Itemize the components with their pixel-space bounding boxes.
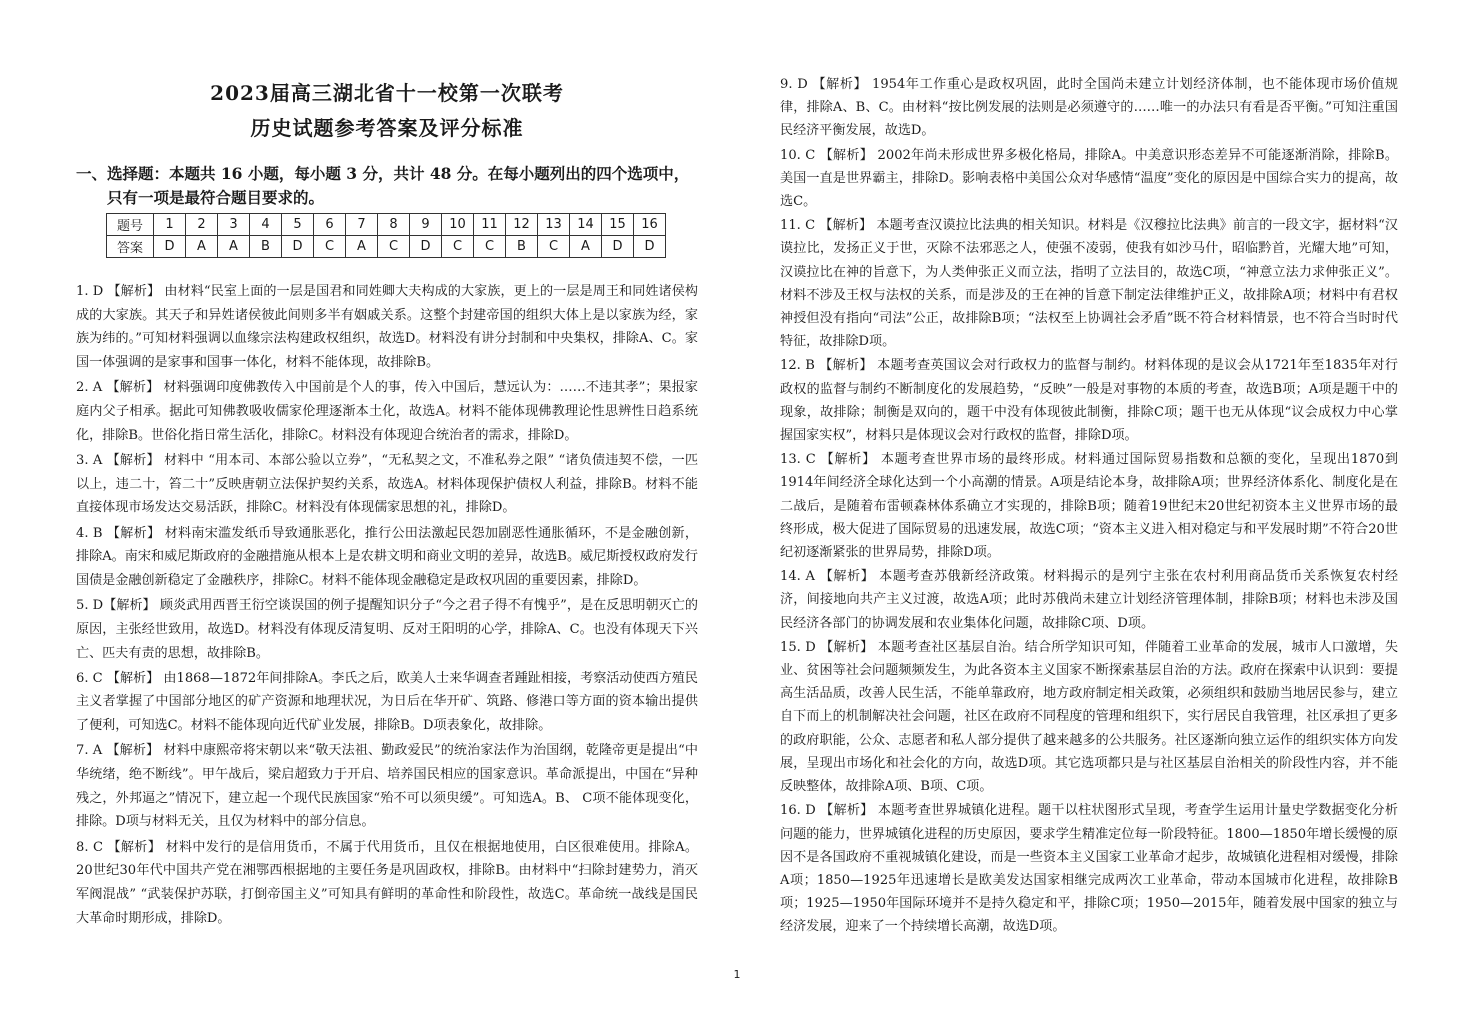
explanation-item: 13. C 【解析】 本题考查世界市场的最终形成。材料通过国际贸易指数和总额的变化，呈现出1870到1914年间经济全球化达到一个小高潮的情景。A项是结论本身，故排除A项；世界经济体系化、制度化是在二战后，是随着布雷顿森林体系确立才实现的，排除B项；随着19世纪末20世纪初资本主义世界市场的最终形成，极大促进了国际贸易的迅速发展，故选C项；“资本主义进入相对稳定与和平发展时期”不符合20世纪初逐渐紧张的世界局势，排除D项。 bbox=[780, 452, 1398, 561]
explanation-item: 12. B 【解析】 本题考查英国议会对行政权力的监督与制约。材料体现的是议会从1721年至1835年对行政权的监督与制约不断制度化的发展趋势，“反映”一般是对事物的本质的考查，故选B项；A项是题干中的现象，故排除；制衡是双向的，题干中没有体现彼此制衡，排除C项；题干也无从体现“议会成权力中心掌握国家实权”，材料只是体现议会对行政权的监督，排除D项。 bbox=[780, 358, 1398, 444]
section-heading-line2: 只有一项是最符合题目要求的。 bbox=[107, 188, 325, 207]
explanation-item: 9. D 【解析】 1954年工作重心是政权巩固，此时全国尚未建立计划经济体制，也不能体现市场价值规律，排除A、B、C。由材料“按比例发展的法则是必须遵守的……唯一的办法只有看是否平衡。”可知注重国民经济平衡发展，故选D。 bbox=[780, 77, 1398, 139]
explanation-list-right bbox=[780, 73, 1398, 940]
answer-cell: C bbox=[378, 236, 410, 258]
answer-cell: C bbox=[474, 236, 506, 258]
answer-cell: D bbox=[410, 236, 442, 258]
question-number: 13 bbox=[538, 214, 570, 236]
answer-cell: C bbox=[314, 236, 346, 258]
explanation-item: 8. C 【解析】 材料中发行的是信用货币，不属于代用货币，且仅在根据地使用，白区很难使用。排除A。20世纪30年代中国共产党在湘鄂西根据地的主要任务是巩固政权，排除B。由材料中“扫除封建势力，消灭军阀混战” “武装保护苏联，打倒帝国主义”可知具有鲜明的革命性和阶段性，故选C。革命统一战线是国民大革命时期形成，排除D。 bbox=[76, 839, 698, 926]
answer-table-answer-label: 答案 bbox=[107, 236, 154, 258]
explanation-item: 5. D【解析】 顾炎武用西晋王衍空谈误国的例子提醒知识分子“今之君子得不有愧乎”，是在反思明朝灭亡的原因，主张经世致用，故选D。材料没有体现反清复明、反对王阳明的心学，排除A、C。也没有体现天下兴亡、匹夫有责的思想，故排除B。 bbox=[76, 598, 698, 661]
question-number: 6 bbox=[314, 214, 346, 236]
answer-cell: C bbox=[538, 236, 570, 258]
explanation-item: 3. A 【解析】 材料中 “用本司、本部公验以立券”，“无私契之文，不准私券之限” “诸负债违契不偿，一匹以上，违二十，笞二十”反映唐朝立法保护契约关系，故选A。材料体现保护债权人利益，排除B。材料不能直接体现市场发达交易活跃，排除C。材料没有体现儒家思想的礼，排除D。 bbox=[76, 452, 698, 516]
explanation-item: 15. D 【解析】 本题考查社区基层自治。结合所学知识可知，伴随着工业革命的发展，城市人口激增，失业、贫困等社会问题频频发生，为此各资本主义国家不断探索基层自治的方法。政府在探索中认识到：要提高生活品质，改善人民生活，不能单靠政府，地方政府制定相关政策，必须组织和鼓励当地居民参与，建立自下而上的机制解决社会问题，社区在政府不同程度的管理和组织下，实行居民自我管理，社区承担了更多的政府职能，公众、志愿者和私人部分提供了越来越多的公共服务。社区逐渐向独立运作的组织实体方向发展，呈现出市场化和社会化的方向，故选D项。其它选项都只是与社区基层自治相关的阶段性内容，并不能反映整体，故排除A项、B项、C项。 bbox=[780, 639, 1398, 795]
document-subtitle: 历史试题参考答案及评分标准 bbox=[250, 116, 524, 140]
question-number: 2 bbox=[186, 214, 218, 236]
answer-cell: A bbox=[346, 236, 378, 258]
answer-table-answer-row bbox=[107, 236, 666, 258]
answer-cell: B bbox=[506, 236, 538, 258]
answer-cell: D bbox=[634, 236, 666, 258]
explanation-item: 2. A 【解析】 材料强调印度佛教传入中国前是个人的事，传入中国后，慧远认为：……不违其孝”；果报家庭内父子相承。据此可知佛教吸收儒家伦理逐渐本土化，故选A。材料不能体现佛教理论性思辨性日趋系统化，排除B。世俗化指日常生活化，排除C。材料没有体现迎合统治者的需求，排除D。 bbox=[76, 380, 698, 443]
answer-table-question-row bbox=[107, 214, 666, 236]
question-number: 9 bbox=[410, 214, 442, 236]
explanation-item: 4. B 【解析】 材料南宋滥发纸币导致通胀恶化，推行公田法激起民怨加剧恶性通胀循环，不是金融创新，排除A。南宋和威尼斯政府的金融措施从根本上是农耕文明和商业文明的差异，故选B。威尼斯授权政府发行国债是金融创新稳定了金融秩序，排除C。材料不能体现金融稳定是政权巩固的重要因素，排除D。 bbox=[76, 525, 698, 588]
question-number: 14 bbox=[570, 214, 602, 236]
page-number: 1 bbox=[733, 968, 741, 981]
explanation-item: 1. D 【解析】 由材料“民室上面的一层是国君和同姓卿大夫构成的大家族，更上的一层是周王和同姓诸侯构成的大家族。其天子和异姓诸侯彼此间则多半有姻戚关系。这整个封建帝国的组织大体上是以家族为经，家族为纬的。”可知材料强调以血缘宗法构建政权组织，故选D。材料没有讲分封制和中央集权，排除A、C。家国一体强调的是家事和国事一体化，材料不能体现，故排除B。 bbox=[76, 284, 698, 371]
explanation-item: 7. A 【解析】 材料中康熙帝将宋朝以来“敬天法祖、勤政爱民”的统治家法作为治国纲，乾隆帝更是提出“中华统绪，绝不断线”。甲午战后，梁启超致力于开启、培养国民相应的国家意识。革命派提出，中国在“异种残之，外邦逼之”情况下，建立起一个现代民族国家“殆不可以须臾缓”。可知选A。B、 C项不能体现变化，排除。D项与材料无关，且仅为材料中的部分信息。 bbox=[76, 743, 698, 830]
question-number: 10 bbox=[442, 214, 474, 236]
explanation-item: 10. C 【解析】 2002年尚未形成世界多极化格局，排除A。中美意识形态差异不可能逐渐消除，排除B。美国一直是世界霸主，排除D。影响表格中美国公众对华感情“温度”变化的原因是中国综合实力的提高，故选C。 bbox=[780, 147, 1398, 210]
document-title: 2023届高三湖北省十一校第一次联考 bbox=[210, 81, 564, 105]
question-number: 7 bbox=[346, 214, 378, 236]
question-number: 11 bbox=[474, 214, 506, 236]
answer-cell: C bbox=[442, 236, 474, 258]
question-number: 15 bbox=[602, 214, 634, 236]
answer-cell: D bbox=[282, 236, 314, 258]
left-column bbox=[76, 0, 698, 1021]
answer-cell: A bbox=[570, 236, 602, 258]
explanation-list-left bbox=[76, 280, 698, 932]
question-number: 4 bbox=[250, 214, 282, 236]
explanation-item: 16. D 【解析】 本题考查世界城镇化进程。题干以柱状图形式呈现，考查学生运用计量史学数据变化分析问题的能力，世界城镇化进程的历史原因，要求学生精准定位每一阶段特征。1800—1850年增长缓慢的原因不是各国政府不重视城镇化建设，而是一些资本主义国家工业革命才起步，故城镇化进程相对缓慢，排除A项；1850—1925年迅速增长是欧美发达国家相继完成两次工业革命，带动本国城市化进程，故排除B项；1925—1950年国际环境并不是持久稳定和平，排除C项；1950—2015年，随着发展中国家的独立与经济发展，迎来了一个持续增长高潮，故选D项。 bbox=[780, 803, 1398, 935]
section-heading bbox=[76, 162, 698, 210]
question-number: 3 bbox=[218, 214, 250, 236]
answer-table-question-label: 题号 bbox=[107, 214, 154, 236]
right-column bbox=[780, 0, 1398, 1021]
answer-table bbox=[106, 213, 666, 258]
question-number: 16 bbox=[634, 214, 666, 236]
answer-cell: D bbox=[154, 236, 186, 258]
question-number: 5 bbox=[282, 214, 314, 236]
explanation-item: 6. C 【解析】 由1868—1872年间排除A。李氏之后，欧美人士来华调查者踵趾相接，考察活动使西方殖民主义者掌握了中国部分地区的矿产资源和地理状况，为日后在华开矿、筑路、修港口等方面的资本输出提供了便利，可知选C。材料不能体现向近代矿业发展，排除B。D项表象化，故排除。 bbox=[76, 670, 698, 734]
answer-cell: B bbox=[250, 236, 282, 258]
question-number: 12 bbox=[506, 214, 538, 236]
question-number: 8 bbox=[378, 214, 410, 236]
explanation-item: 14. A 【解析】 本题考查苏俄新经济政策。材料揭示的是列宁主张在农村利用商品货币关系恢复农村经济，间接地向共产主义过渡，故选A项；此时苏俄尚未建立计划经济管理体制，排除B项；材料也未涉及国民经济各部门的协调发展和农业集体化问题，故排除C项、D项。 bbox=[780, 569, 1398, 631]
answer-cell: A bbox=[218, 236, 250, 258]
section-heading-line1: 一、选择题：本题共 16 小题，每小题 3 分，共计 48 分。在每小题列出的四个选项中， bbox=[76, 164, 690, 183]
explanation-item: 11. C 【解析】 本题考查汉谟拉比法典的相关知识。材料是《汉穆拉比法典》前言的一段文字，据材料“汉谟拉比，发扬正义于世，灭除不法邪恶之人，使强不凌弱，使我有如沙马什，昭临黔首，光耀大地”可知，汉谟拉比在神的旨意下，为人类伸张正义而立法，指明了立法目的，故选C项，“神意立法力求伸张正义”。材料不涉及王权与法权的关系，而是涉及的王在神的旨意下制定法律维护正义，故排除A项；材料中有君权神授但没有指向“司法”公正，故排除B项；“法权至上协调社会矛盾”既不符合材料情景，也不符合当时时代特征，故排除D项。 bbox=[780, 218, 1398, 350]
answer-cell: A bbox=[186, 236, 218, 258]
answer-cell: D bbox=[602, 236, 634, 258]
question-number: 1 bbox=[154, 214, 186, 236]
